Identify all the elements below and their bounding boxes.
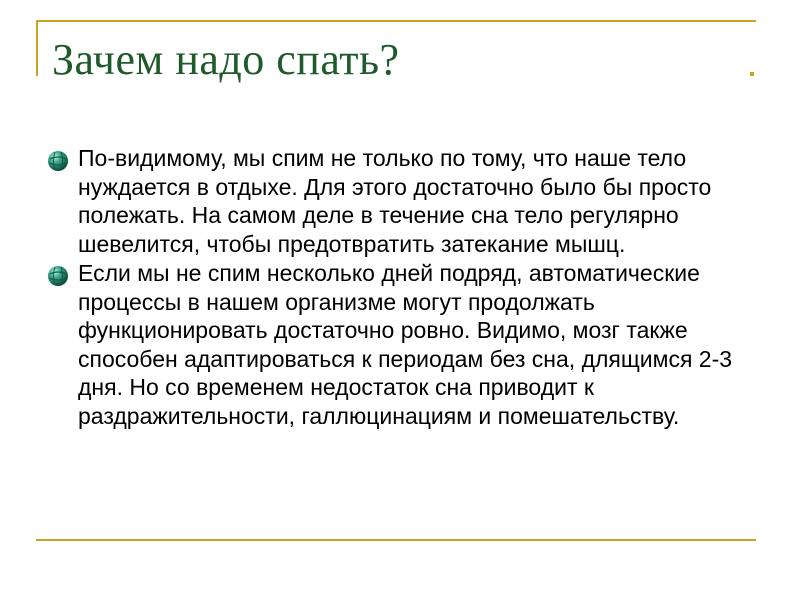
frame-bottom-rule: [36, 539, 756, 541]
bullet-text: По-видимому, мы спим не только по тому, что наше тело нуждается в отдыхе. Для этого достаточно было бы просто полежать. На самом деле в течение сна тело регулярно шевелится, чтобы предотвратить затекание мышц.: [78, 145, 712, 257]
green-sphere-icon: [46, 149, 70, 173]
bullet-list: [46, 144, 746, 431]
slide-title: Зачем надо спать?: [52, 35, 400, 84]
frame-right-marker: [750, 72, 754, 76]
bullet-text: Если мы не спим несколько дней подряд, автоматические процессы в нашем организме могут продолжать функционировать достаточно ровно. Видимо, мозг также способен адаптироваться к периодам без сна, длящимся 2-3 дня. Но со временем недостаток сна приводит к раздражительности, галлюцинациям и помешательству.: [78, 260, 733, 429]
frame-top-rule: [36, 20, 756, 22]
green-sphere-icon: [46, 264, 70, 288]
bullet-item: [46, 259, 746, 430]
bullet-item: [46, 144, 746, 258]
frame-left-rule: [36, 20, 38, 76]
